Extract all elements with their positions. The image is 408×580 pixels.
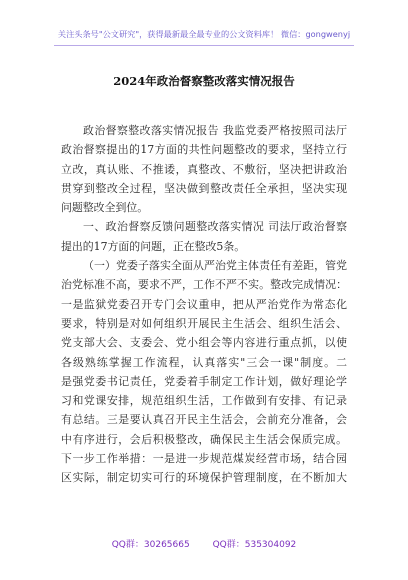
footer-qq-group-1: QQ群：30265665: [111, 540, 190, 550]
promo-banner: 关注头条号"公文研究"，获得最新最全最专业的公文资料库！ 微信：gongwenyj: [57, 29, 351, 39]
header-divider: [54, 45, 354, 46]
body-line: 政治督察提出的17方面的共性问题整改的要求，坚持立行: [61, 143, 347, 157]
document-body: [61, 121, 347, 488]
body-line: 政治督察整改落实情况报告 我监党委严格按照司法厅: [83, 124, 347, 137]
document-title: 2024年政治督察整改落实情况报告: [113, 74, 295, 88]
body-line: 各级熟练掌握工作流程，认真落实"三会一课"制度。二: [61, 355, 347, 369]
body-line: 习和党课安排，规范组织生活，工作做到有安排、有记录: [61, 394, 347, 408]
body-line: 提出的17方面的问题，正在整改5条。: [61, 239, 246, 253]
footer-contacts: [0, 537, 408, 550]
body-line: 要求，特别是对如何组织开展民主生活会、组织生活会、: [61, 316, 347, 330]
body-line: 党支部大会、支委会、党小组会等内容进行重点抓，以使: [61, 336, 347, 350]
body-line: 立改，真认账、不推诿，真整改、不敷衍，坚决把讲政治: [61, 162, 347, 176]
body-line: （一）党委子落实全面从严治党主体责任有差距，管党: [83, 259, 347, 273]
body-line: 区实际，制定切实可行的环境保护管理制度，在不断加大: [61, 471, 347, 485]
body-line: 下一步工作举措：一是进一步规范煤炭经营市场，结合园: [61, 452, 347, 466]
body-line: 一、政治督察反馈问题整改落实情况 司法厅政治督察: [83, 220, 347, 234]
body-line: 贯穿到整改全过程，坚决做到整改责任全承担，坚决实现: [61, 181, 347, 195]
body-line: 治党标准不高，要求不严，工作不严不实。整改完成情况：: [61, 278, 347, 292]
body-line: 一是监狱党委召开专门会议重申，把从严治党作为常态化: [61, 297, 347, 311]
body-line: 有总结。三是要认真召开民主生活会，会前充分准备，会: [61, 413, 347, 427]
body-line: 是强党委书记责任，党委着手制定工作计划，做好理论学: [61, 374, 347, 388]
body-line: 问题整改全到位。: [61, 201, 149, 215]
body-line: 中有序进行，会后积极整改，确保民主生活会保质完成。: [61, 432, 347, 446]
footer-qq-group-2: QQ群：535304092: [212, 540, 297, 550]
